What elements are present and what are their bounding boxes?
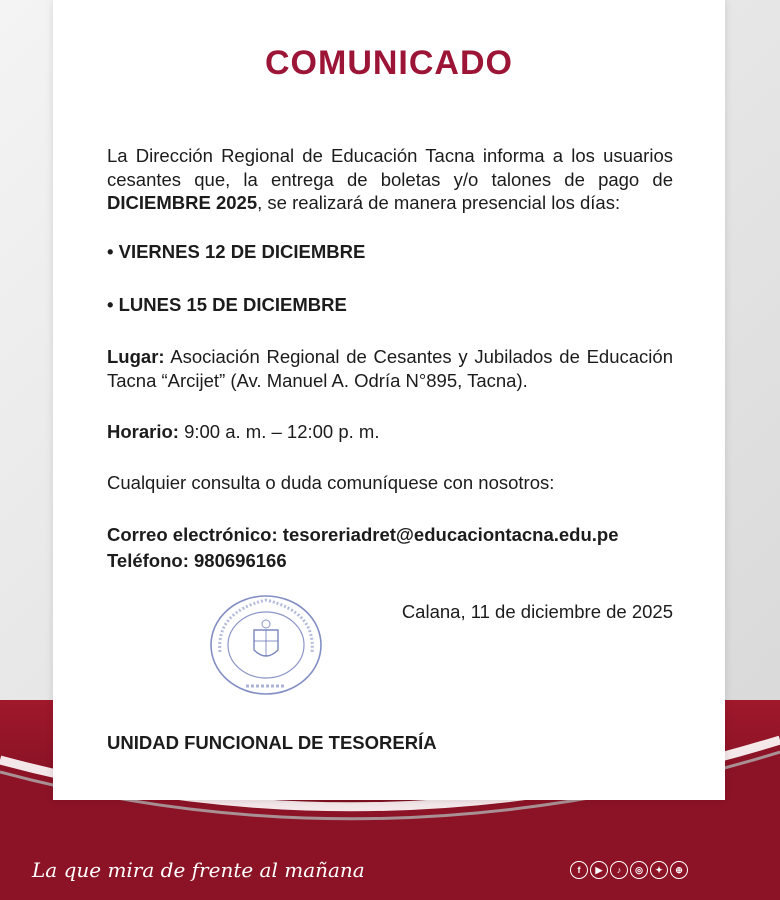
- tiktok-icon[interactable]: ♪: [610, 861, 628, 879]
- page-title: COMUNICADO: [265, 44, 513, 82]
- horario-label: Horario:: [107, 421, 179, 442]
- intro-tail: , se realizará de manera presencial los días:: [257, 192, 621, 213]
- lugar-paragraph: [107, 345, 673, 392]
- lugar-label: Lugar:: [107, 346, 165, 367]
- social-icons: [570, 861, 688, 879]
- instagram-icon[interactable]: ◎: [630, 861, 648, 879]
- lugar-text: Asociación Regional de Cesantes y Jubilados de Educación Tacna “Arcijet” (Av. Manuel A. Odría N°895, Tacna).: [107, 346, 673, 391]
- intro-text: La Dirección Regional de Educación Tacna informa a los usuarios cesantes que, la entrega de boletas y/o talones de pago de: [107, 145, 673, 190]
- facebook-icon[interactable]: f: [570, 861, 588, 879]
- phone-line: Teléfono: 980696166: [107, 550, 287, 571]
- intro-paragraph: [107, 144, 673, 215]
- date-item-1: • VIERNES 12 DE DICIEMBRE: [107, 241, 366, 262]
- footer-slogan: La que mira de frente al mañana: [32, 858, 365, 882]
- web-icon[interactable]: ⊕: [670, 861, 688, 879]
- consulta-line: Cualquier consulta o duda comuníquese con nosotros:: [107, 472, 555, 493]
- signature-unit: UNIDAD FUNCIONAL DE TESORERÍA: [107, 732, 437, 753]
- email-line: Correo electrónico: tesoreriadret@educaciontacna.edu.pe: [107, 524, 619, 545]
- document-sheet: [53, 0, 725, 800]
- horario-line: [107, 420, 673, 444]
- date-item-2: • LUNES 15 DE DICIEMBRE: [107, 294, 347, 315]
- place-date: Calana, 11 de diciembre de 2025: [401, 601, 673, 622]
- horario-text: 9:00 a. m. – 12:00 p. m.: [178, 421, 380, 442]
- youtube-icon[interactable]: ▶: [590, 861, 608, 879]
- seal-stamp: [206, 592, 326, 698]
- intro-month: DICIEMBRE 2025: [107, 192, 258, 213]
- twitter-icon[interactable]: ✦: [650, 861, 668, 879]
